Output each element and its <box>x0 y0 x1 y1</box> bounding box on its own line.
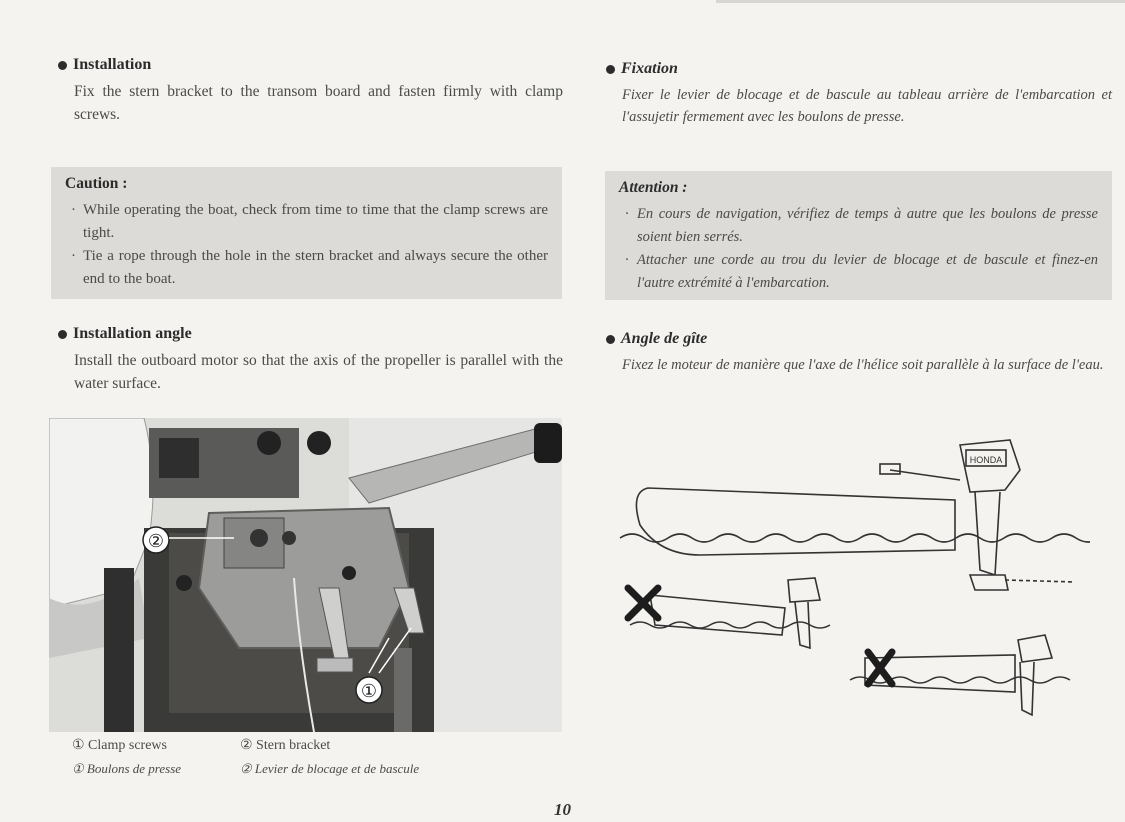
bullet-icon <box>58 61 67 70</box>
caption-boulons: ① Boulons de presse <box>72 761 182 776</box>
caption-clamp-screws: ① Clamp screws <box>72 738 167 753</box>
stern-bracket-photo <box>49 418 562 732</box>
callout-two-label: ② <box>147 531 165 551</box>
fixation-heading: Fixation <box>606 60 1112 78</box>
angle-de-gite-section <box>606 330 1112 376</box>
bullet-icon <box>606 65 615 74</box>
caption-stern-bracket: ② Stern bracket <box>240 738 331 753</box>
attention-item: · Attacher une corde au trou du levier de blocage et de bascule et finez-en l'autre extrémité à l'embarcation. <box>625 249 1098 295</box>
installation-text: Fix the stern bracket to the transom board and fasten firmly with clamp screws. <box>74 83 563 123</box>
page-number: 10 <box>554 800 571 819</box>
caution-item: · While operating the boat, check from time to time that the clamp screws are tight. <box>71 199 548 245</box>
angle-de-gite-text: Fixez le moteur de manière que l'axe de l'hélice soit parallèle à la surface de l'eau. <box>622 357 1104 373</box>
installation-heading: Installation <box>58 56 563 74</box>
caution-item: · Tie a rope through the hole in the stern bracket and always secure the other end to the boat. <box>71 245 548 291</box>
attention-item: · En cours de navigation, vérifiez de temps à autre que les boulons de presse soient bien serrés. <box>625 203 1098 249</box>
fixation-text: Fixer le levier de blocage et de bascule au tableau arrière de l'embarcation et l'assujetir fermement avec les boulons de presse. <box>622 87 1112 125</box>
stern-bracket-photo-graphic <box>49 418 562 732</box>
boat-angle-diagram <box>610 430 1090 730</box>
attention-list <box>619 203 1098 295</box>
caution-list <box>65 199 548 291</box>
fixation-section <box>606 60 1112 128</box>
bullet-icon <box>606 335 615 344</box>
attention-box <box>605 171 1112 300</box>
motor-brand-label: HONDA <box>969 455 1003 465</box>
installation-section <box>58 56 563 126</box>
angle-de-gite-heading: Angle de gîte <box>606 330 1112 348</box>
installation-angle-text: Install the outboard motor so that the axis of the propeller is parallel with the water surface. <box>74 352 563 392</box>
installation-angle-section <box>58 325 563 395</box>
installation-angle-heading: Installation angle <box>58 325 563 343</box>
caution-box <box>51 167 562 299</box>
top-edge-rule <box>716 0 1125 3</box>
bullet-icon <box>58 330 67 339</box>
attention-title: Attention : <box>619 179 688 196</box>
caption-levier: ② Levier de blocage et de bascule <box>240 761 420 776</box>
callout-one-label: ① <box>360 681 378 701</box>
caution-title: Caution : <box>65 175 128 192</box>
